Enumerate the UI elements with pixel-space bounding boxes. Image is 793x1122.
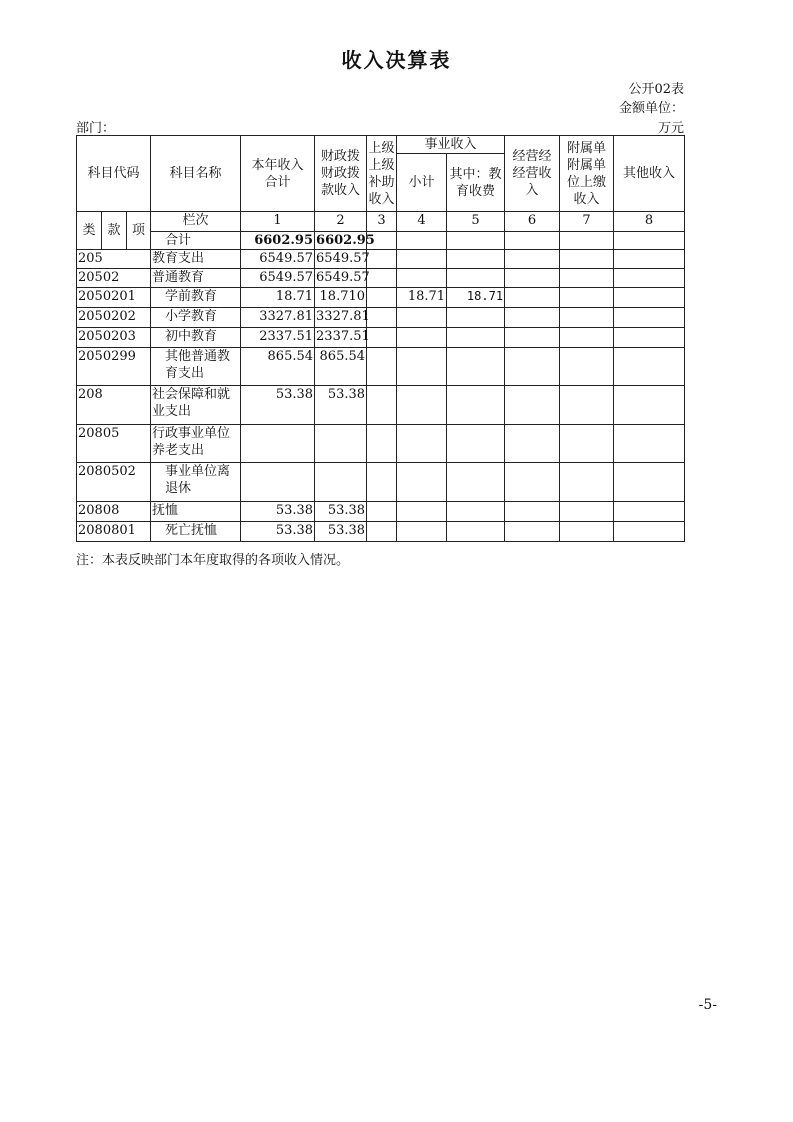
row-name: 事业单位离退休 xyxy=(151,463,241,502)
header-name: 科目名称 xyxy=(151,136,241,212)
col-num-7: 7 xyxy=(560,212,614,232)
row-name: 普通教育 xyxy=(151,269,241,288)
row-code: 2050203 xyxy=(77,328,151,348)
table-row xyxy=(77,308,685,328)
row-name: 初中教育 xyxy=(151,328,241,348)
col-num-3: 3 xyxy=(367,212,397,232)
row-total: 18.71 xyxy=(241,288,315,308)
department-label: 部门： xyxy=(76,121,116,136)
col-num-5: 5 xyxy=(447,212,505,232)
header-superior: 上级 上级 补助 收入 xyxy=(367,136,397,212)
header-row-3 xyxy=(77,212,685,232)
row-total: 2337.51 xyxy=(241,328,315,348)
row-fiscal: 6549.57 xyxy=(315,250,367,269)
header-row-1 xyxy=(77,136,685,154)
row-name: 小学教育 xyxy=(151,308,241,328)
row-fiscal xyxy=(315,425,367,463)
income-table xyxy=(76,135,685,542)
header-xiang: 项 xyxy=(127,212,151,250)
header-total: 本年收入 合计 xyxy=(241,136,315,212)
row-business-subtotal: 18.71 xyxy=(397,288,447,308)
header-affiliated: 附属单 附属单 位上缴 收入 xyxy=(560,136,614,212)
table-row xyxy=(77,522,685,542)
table-row xyxy=(77,269,685,288)
row-name: 学前教育 xyxy=(151,288,241,308)
header-other: 其他收入 xyxy=(614,136,685,212)
header-business: 事业收入 xyxy=(397,136,505,154)
header-business-subtotal: 小计 xyxy=(397,154,447,212)
row-fiscal: 3327.81 xyxy=(315,308,367,328)
col-num-2: 2 xyxy=(315,212,367,232)
table-row xyxy=(77,425,685,463)
header-code: 科目代码 xyxy=(77,136,151,212)
row-code: 2050299 xyxy=(77,348,151,386)
header-lei: 类 xyxy=(77,212,102,250)
row-code: 20808 xyxy=(77,502,151,522)
col-num-4: 4 xyxy=(397,212,447,232)
row-total: 53.38 xyxy=(241,386,315,425)
table-row xyxy=(77,328,685,348)
table-row xyxy=(77,288,685,308)
row-total: 53.38 xyxy=(241,522,315,542)
table-row xyxy=(77,463,685,502)
table-row xyxy=(77,348,685,386)
row-fiscal: 53.38 xyxy=(315,522,367,542)
row-name: 抚恤 xyxy=(151,502,241,522)
row-code: 2080801 xyxy=(77,522,151,542)
row-fiscal: 2337.51 xyxy=(315,328,367,348)
page-number: -5- xyxy=(698,997,717,1013)
row-total: 3327.81 xyxy=(241,308,315,328)
row-code: 20805 xyxy=(77,425,151,463)
row-total: 53.38 xyxy=(241,502,315,522)
row-fiscal: 6549.57 xyxy=(315,269,367,288)
row-fiscal: 865.54 xyxy=(315,348,367,386)
row-code: 208 xyxy=(77,386,151,425)
amount-unit-label: 金额单位： xyxy=(618,101,684,116)
row-total xyxy=(241,425,315,463)
col-num-8: 8 xyxy=(614,212,685,232)
row-code: 2050202 xyxy=(77,308,151,328)
total-label: 合计 xyxy=(151,232,241,250)
row-total: 6549.57 xyxy=(241,269,315,288)
header-fiscal: 财政拨 财政拨 款收入 xyxy=(315,136,367,212)
row-fiscal: 18.710 xyxy=(315,288,367,308)
row-total: 865.54 xyxy=(241,348,315,386)
row-fiscal: 53.38 xyxy=(315,502,367,522)
row-total xyxy=(241,463,315,502)
row-name: 教育支出 xyxy=(151,250,241,269)
row-name: 行政事业单位养老支出 xyxy=(151,425,241,463)
header-lanci: 栏次 xyxy=(151,212,241,232)
row-code: 20502 xyxy=(77,269,151,288)
col-num-1: 1 xyxy=(241,212,315,232)
table-row xyxy=(77,250,685,269)
row-code: 205 xyxy=(77,250,151,269)
page-title: 收入决算表 xyxy=(341,48,452,72)
row-fiscal: 53.38 xyxy=(315,386,367,425)
row-name: 死亡抚恤 xyxy=(151,522,241,542)
header-business-edu: 其中：教 育收费 xyxy=(447,154,505,212)
total-income: 6602.95 xyxy=(241,232,315,250)
amount-unit-value: 万元 xyxy=(657,121,684,136)
header-kuan: 款 xyxy=(102,212,127,250)
header-operating: 经营经 经营收 入 xyxy=(505,136,560,212)
table-note: 注：本表反映部门本年度取得的各项收入情况。 xyxy=(76,553,350,568)
table-row xyxy=(77,386,685,425)
row-code: 2080502 xyxy=(77,463,151,502)
row-business-edu: 18.71 xyxy=(447,288,505,308)
form-number: 公开02表 xyxy=(628,82,684,97)
row-fiscal xyxy=(315,463,367,502)
total-row xyxy=(77,232,685,250)
col-num-6: 6 xyxy=(505,212,560,232)
total-fiscal: 6602.95 xyxy=(316,233,375,248)
row-name: 其他普通教育支出 xyxy=(151,348,241,386)
row-name: 社会保障和就业支出 xyxy=(151,386,241,425)
row-total: 6549.57 xyxy=(241,250,315,269)
table-row xyxy=(77,502,685,522)
row-code: 2050201 xyxy=(77,288,151,308)
